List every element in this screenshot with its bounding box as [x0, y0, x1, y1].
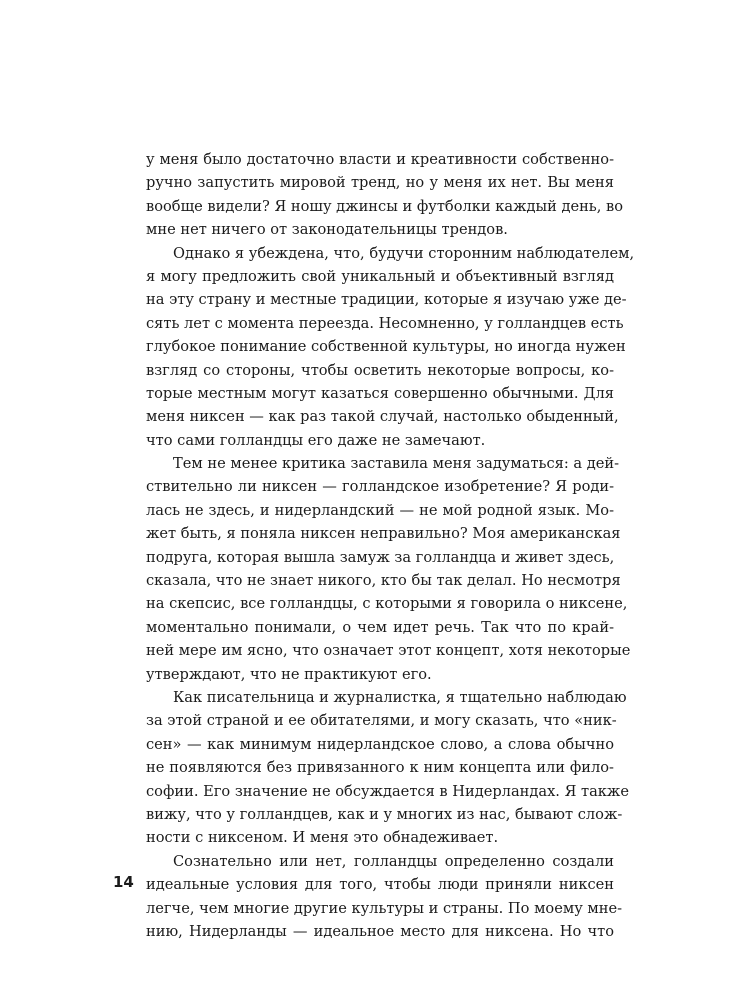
text-line: вижу, что у голландцев, как и у многих из нас, бывают слож-	[146, 805, 623, 823]
text-line: идеальные условия для того, чтобы люди приняли никсен	[146, 876, 614, 894]
text-line: ней мере им ясно, что означает этот концепт, хотя некоторые	[146, 642, 631, 660]
page-number: 14	[113, 873, 134, 891]
text-line: мне нет ничего от законодательницы трендов.	[146, 221, 508, 239]
text-line: Сознательно или нет, голландцы определенно создали	[173, 852, 614, 870]
body-text	[146, 148, 635, 943]
text-line: Как писательница и журналистка, я тщательно наблюдаю	[173, 688, 627, 706]
text-line: ручно запустить мировой тренд, но у меня их нет. Вы меня	[146, 174, 614, 192]
text-line: утверждают, что не практикуют его.	[146, 665, 432, 683]
text-line: жет быть, я поняла никсен неправильно? Моя американская	[146, 525, 621, 543]
text-line: не появляются без привязанного к ним концепта или фило-	[146, 759, 614, 777]
text-line: меня никсен — как раз такой случай, настолько обыденный,	[146, 408, 619, 426]
text-line: за этой страной и ее обитателями, и могу сказать, что «ник-	[146, 712, 617, 730]
text-line: сен» — как минимум нидерландское слово, а слова обычно	[146, 735, 614, 753]
text-line: у меня было достаточно власти и креативности собственно-	[146, 151, 614, 168]
text-line: сять лет с момента переезда. Несомненно, у голландцев есть	[146, 314, 624, 332]
text-line: вообще видели? Я ношу джинсы и футболки каждый день, во	[146, 197, 624, 215]
text-line: глубокое понимание собственной культуры, но иногда нужен	[146, 338, 626, 356]
text-line: ности с никсеном. И меня это обнадеживает.	[146, 829, 499, 847]
text-line: взгляд со стороны, чтобы осветить некоторые вопросы, ко-	[146, 361, 614, 379]
text-line: ствительно ли никсен — голландское изобретение? Я роди-	[146, 478, 614, 496]
text-line: лась не здесь, и нидерландский — не мой родной язык. Мо-	[146, 501, 614, 519]
text-line: софии. Его значение не обсуждается в Нидерландах. Я также	[146, 782, 629, 800]
text-line: на скепсис, все голландцы, с которыми я говорила о никсене,	[146, 595, 628, 613]
text-line: сказала, что не знает никого, кто бы так делал. Но несмотря	[146, 572, 621, 590]
text-line: Однако я убеждена, что, будучи сторонним наблюдателем,	[173, 244, 635, 262]
text-line: легче, чем многие другие культуры и страны. По моему мне-	[146, 899, 623, 917]
text-line: на эту страну и местные традиции, которые я изучаю уже де-	[146, 291, 627, 309]
text-line: торые местным могут казаться совершенно обычными. Для	[146, 384, 614, 402]
text-line: я могу предложить свой уникальный и объективный взгляд	[146, 267, 614, 285]
text-line: моментально понимали, о чем идет речь. Так что по край-	[146, 618, 614, 636]
text-line: что сами голландцы его даже не замечают.	[146, 431, 486, 449]
text-line: Тем не менее критика заставила меня задуматься: а дей-	[173, 455, 620, 473]
text-line: нию, Нидерланды — идеальное место для никсена. Но что	[146, 922, 614, 940]
text-line: подруга, которая вышла замуж за голландца и живет здесь,	[146, 548, 615, 566]
